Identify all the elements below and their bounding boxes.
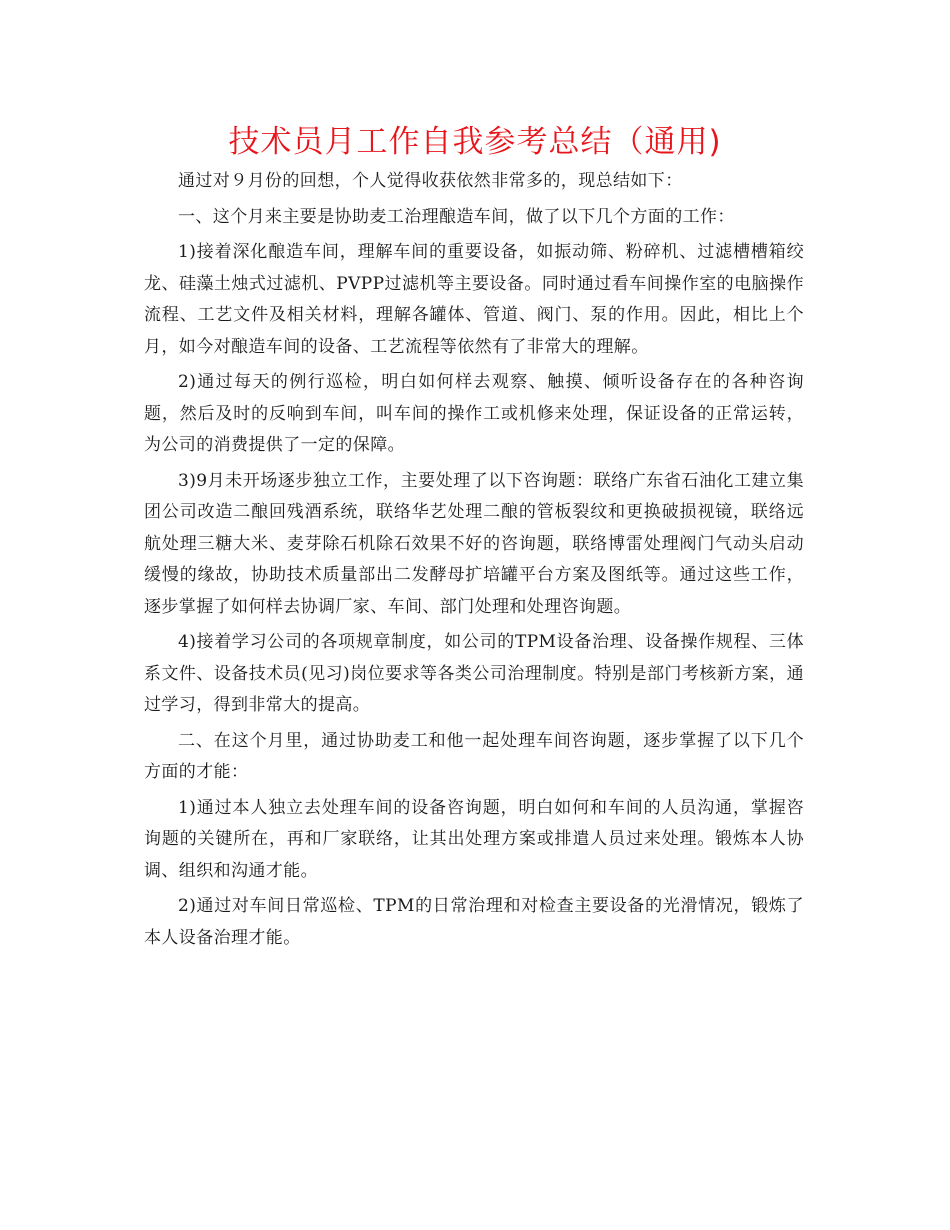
paragraph-section-2-heading: 二、在这个月里，通过协助麦工和他一起处理车间咨询题，逐步掌握了以下几个方面的才能： bbox=[144, 730, 804, 782]
paragraph-section-1-heading: 一、这个月来主要是协助麦工治理酿造车间，做了以下几个方面的工作： bbox=[178, 206, 735, 227]
paragraph-item-2-1: 1)通过本人独立去处理车间的设备咨询题，明白如何和车间的人员沟通，掌握咨询题的关键所在，再和厂家联络，让其出处理方案或排遣人员过来处理。锻炼本人协调、组织和沟通才能。 bbox=[144, 797, 804, 881]
paragraph-item-2-2: 2)通过对车间日常巡检、TPM的日常治理和对检查主要设备的光滑情况，锻炼了本人设备治理才能。 bbox=[144, 896, 804, 948]
document-title: 技术员月工作自我参考总结（通用) bbox=[228, 124, 722, 160]
document-body bbox=[144, 166, 804, 958]
paragraph-item-1-1: 1)接着深化酿造车间，理解车间的重要设备，如振动筛、粉碎机、过滤槽槽箱绞龙、硅藻土烛式过滤机、PVPP过滤机等主要设备。同时通过看车间操作室的电脑操作流程、工艺文件及相关材料，理解各罐体、管道、阀门、泵的作用。因此，相比上个月，如今对酿造车间的设备、工艺流程等依然有了非常大的理解。 bbox=[144, 242, 804, 357]
paragraph-item-1-4: 4)接着学习公司的各项规章制度，如公司的TPM设备治理、设备操作规程、三体系文件、设备技术员(见习)岗位要求等各类公司治理制度。特别是部门考核新方案，通过学习，得到非常大的提高。 bbox=[144, 632, 804, 715]
paragraph-item-1-2: 2)通过每天的例行巡检，明白如何样去观察、触摸、倾听设备存在的各种咨询题，然后及时的反响到车间，叫车间的操作工或机修来处理，保证设备的正常运转，为公司的消费提供了一定的保障。 bbox=[144, 372, 804, 455]
paragraph-intro: 通过对９月份的回想，个人觉得收获依然非常多的，现总结如下： bbox=[178, 171, 683, 191]
paragraph-item-1-3: 3)9月未开场逐步独立工作，主要处理了以下咨询题：联络广东省石油化工建立集团公司改造二酿回残酒系统，联络华艺处理二酿的管板裂纹和更换破损视镜，联络远航处理三糖大米、麦芽除石机除石效果不好的咨询题，联络博雷处理阀门气动头启动缓慢的缘故，协助技术质量部出二发酵母扩培罐平台方案及图纸等。通过这些工作，逐步掌握了如何样去协调厂家、车间、部门处理和处理咨询题。 bbox=[144, 470, 804, 617]
